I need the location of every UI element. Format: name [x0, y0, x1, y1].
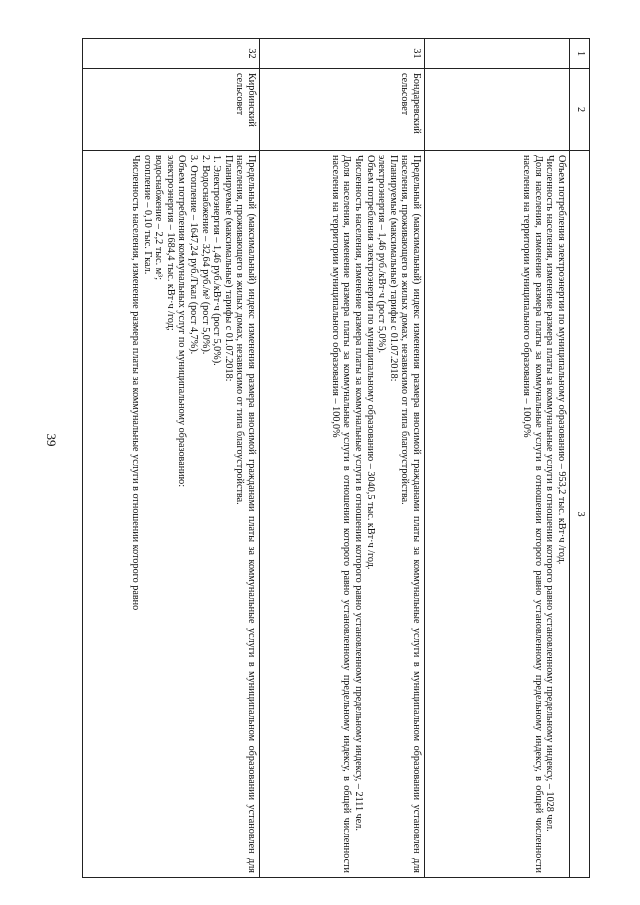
- table-header-row: [570, 39, 590, 878]
- row-number: 31: [260, 39, 425, 69]
- description-line: 2. Водоснабжение – 32,64 руб./м³ (рост 5,0%).: [199, 155, 211, 355]
- table-row: [425, 39, 570, 878]
- description-line: 1. Электроэнергия – 1,46 руб./кВт·ч (рост 5,0%).: [211, 155, 223, 366]
- municipality-name: Кирбинский сельсовет: [83, 69, 260, 151]
- row-description: [425, 151, 570, 878]
- header-col-2: 2: [570, 69, 590, 151]
- tariff-table: [82, 38, 590, 878]
- description-line: Планируемые (максимальные) тарифы с 01.07.2018:: [222, 155, 234, 382]
- description-line: Планируемые (максимальные) тарифы с 01.07.2018:: [387, 155, 399, 382]
- description-line: Объем потребления электроэнергии по муниципальному образованию – 953,2 тыс. кВт·ч /год.: [556, 155, 567, 565]
- description-line: электроэнергия – 1,46 руб./кВт·ч (рост 5,0%).: [376, 155, 388, 354]
- table-row: [260, 39, 425, 878]
- description-line: 3. Отопление – 1647,24 руб./Гкал (рост 4,7%).: [188, 155, 200, 355]
- row-number: 32: [83, 39, 260, 69]
- description-line: Объем потребления коммунальных услуг по муниципальному образованию:: [176, 155, 188, 488]
- description-line: Доля населения, изменение размера платы за коммунальные услуги в отношении которого равно установленному предельному индексу, в общей численности населения на территории муниципального образования – 100,0%: [329, 155, 353, 873]
- municipality-name: [425, 69, 570, 151]
- municipality-name: Бондаревский сельсовет: [260, 69, 425, 151]
- page-number: 39: [44, 433, 59, 447]
- header-col-1: 1: [570, 39, 590, 69]
- row-description: [83, 151, 260, 878]
- description-line: Предельный (максимальный) индекс изменения размера вносимой гражданами платы за коммунальные услуги в муниципальном образовании установлен для населения, проживающего в жилых домах, независимо от типа благоустройства.: [234, 155, 257, 873]
- description-line: Объем потребления электроэнергии по муниципальному образованию – 3040,5 тыс. кВт·ч /год.: [364, 155, 376, 570]
- description-line: Численность населения, изменение размера платы за коммунальные услуги в отношении которого равно установленному предельному индексу, – 2111 чел.: [353, 155, 365, 831]
- description-line: отопление – 0,10 тыс. Гкал.: [141, 155, 153, 275]
- description-line: Численность населения, изменение размера платы за коммунальные услуги в отношении которого равно: [130, 155, 142, 611]
- description-line: Предельный (максимальный) индекс изменения размера вносимой гражданами платы за коммунальные услуги в муниципальном образовании установлен для населения, проживающего в жилых домах, независимо от типа благоустройства.: [399, 155, 422, 873]
- table-row: [83, 39, 260, 878]
- description-line: Численность населения, изменение размера платы за коммунальные услуги в отношении которого равно установленному предельному индексу, – 1028 чел.: [544, 155, 556, 832]
- row-description: [260, 151, 425, 878]
- header-col-3: 3: [570, 151, 590, 878]
- row-number: [425, 39, 570, 69]
- description-line: Доля населения, изменение размера платы за коммунальные услуги в отношении которого равно установленному предельному индексу, в общей численности населения на территории муниципального образования – 100,0%: [521, 155, 544, 873]
- description-line: электроэнергия – 1684,4 тыс. кВт·ч /год;: [164, 155, 176, 331]
- description-line: водоснабжение – 2,2 тыс. м³;: [153, 155, 165, 281]
- rotated-table-container: [82, 38, 590, 877]
